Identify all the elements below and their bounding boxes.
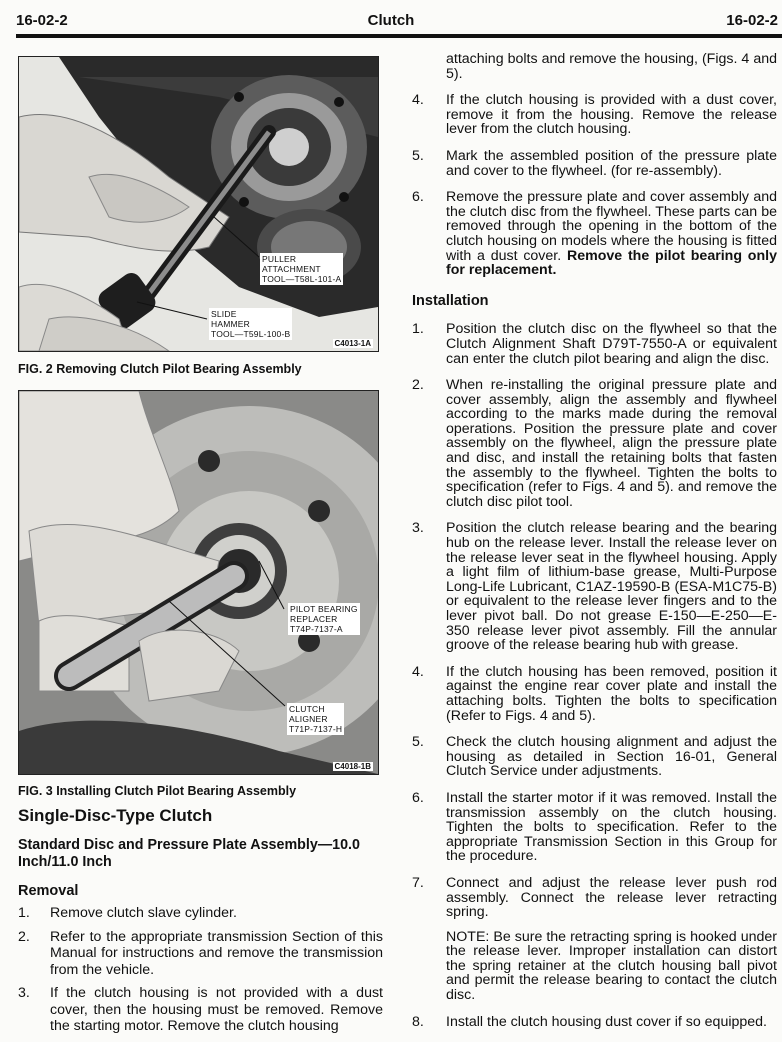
callout-pilot-bearing-replacer [288, 603, 360, 635]
removal-step [412, 93, 777, 137]
right-column-text [412, 52, 777, 1041]
step-emphasis: Remove the pilot bearing only for replacement. [446, 247, 777, 279]
step-text: Position the clutch disc on the flywheel so that the Clutch Alignment Shaft D79T-7550-A or equivalent can enter the clutch pilot bearing and align the disc. [446, 321, 777, 367]
step-number: 2. [412, 377, 424, 394]
step-text: Remove clutch slave cylinder. [50, 905, 237, 921]
step-text: Install the starter motor if it was removed. Install the transmission assembly on the clutch housing. Tighten the bolts to specification. Refer to the appropriate Transmission Section in this Group for the procedure. [446, 789, 777, 865]
step-text: Refer to the appropriate transmission Section of this Manual for instructions and remove the transmission from the vehicle. [50, 928, 383, 978]
figure-2-code: C4013-1A [334, 339, 371, 348]
callout-line: CLUTCH [289, 704, 325, 714]
figure-3-caption: FIG. 3 Installing Clutch Pilot Bearing Assembly [18, 784, 297, 798]
subsection-title: Standard Disc and Pressure Plate Assembly—10.0 Inch/11.0 Inch [18, 836, 360, 870]
installation-step [412, 665, 777, 723]
step-text: Mark the assembled position of the pressure plate and cover to the flywheel. (for re-assembly). [446, 147, 777, 179]
callout-line: ALIGNER [289, 714, 328, 724]
step-number: 1. [412, 321, 424, 338]
step-number: 1. [18, 905, 30, 921]
installation-step [412, 1015, 777, 1030]
callout-line: REPLACER [290, 614, 338, 624]
callout-puller-attachment [260, 253, 343, 285]
figure-3-photo [18, 390, 379, 775]
step-number: 3. [412, 520, 424, 537]
installation-step [412, 735, 777, 779]
callout-line: ATTACHMENT [262, 264, 321, 274]
installation-heading: Installation [412, 292, 489, 309]
step-text: If the clutch housing has been removed, position it against the engine rear cover plate and install the attaching bolts. Tighten the bolts to specification (Refer to Figs. 4 and 5). [446, 663, 777, 724]
callout-line: SLIDE [211, 309, 237, 319]
figure-2-caption: FIG. 2 Removing Clutch Pilot Bearing Assembly [18, 362, 302, 376]
step-number: 6. [412, 789, 424, 806]
figure-3-code: C4018-1B [334, 762, 371, 771]
step-number: 4. [412, 663, 424, 680]
callout-line: PILOT BEARING [290, 604, 358, 614]
step-number: 7. [412, 874, 424, 891]
step-number: 5. [412, 147, 424, 164]
step-text: Position the clutch release bearing and the bearing hub on the release lever. Install the release lever on the release lever seat in the flywheel housing. Apply a light film of lithium-base grease, Multi-Purpose Long-Life Lubricant, C1AZ-19590-B (ESA-M1C75-B) or equivalent to the release lever fingers and to the lever pivot ball. Do not grease E-150—E-250—E-350 release lever pivot assembly. Fill the annular groove of the release bearing hub with grease. [446, 520, 777, 654]
callout-line: T74P-7137-A [290, 624, 343, 634]
left-column-text [18, 808, 383, 1042]
removal-step [18, 929, 383, 979]
figure-2-photo [18, 56, 379, 352]
installation-step [412, 521, 777, 652]
callout-line: TOOL—T58L-101-A [262, 274, 342, 284]
callout-line: PULLER [262, 254, 297, 264]
callout-line: T71P-7137-H [289, 724, 343, 734]
callout-line: TOOL—T59L-100-B [211, 329, 291, 339]
page-number-right: 16-02-2 [726, 12, 778, 29]
removal-step [412, 149, 777, 178]
callout-clutch-aligner [287, 703, 344, 735]
step-continuation: attaching bolts and remove the housing, (Figs. 4 and 5). [446, 51, 777, 82]
step-number: 4. [412, 92, 424, 109]
step-text: When re-installing the original pressure plate and cover assembly, align the assembly and flywheel according to the marks made during the removal operations. Position the pressure plate and cover assembly on the flywheel, align the pressure plate and disc, and install the retaining bolts that fasten the assembly to the flywheel. Tighten the bolts to specification (refer to Figs. 4 and 5). and remove the clutch disc pilot tool. [446, 377, 777, 510]
step-text: Check the clutch housing alignment and adjust the housing as detailed in Section 16-01, General Clutch Service under adjustments. [446, 734, 777, 780]
step-text: If the clutch housing is not provided with a dust cover, then the housing must be removed. Remove the starting motor. Remove the clutch housing [50, 985, 383, 1034]
callout-line: HAMMER [211, 319, 250, 329]
step-text: Remove the pressure plate and cover assembly and the clutch disc from the flywheel. These parts can be removed through the opening in the bottom of the clutch housing on models where the housing is fitted with a dust cover. [446, 189, 777, 264]
callout-slide-hammer [209, 308, 292, 340]
removal-step [18, 985, 383, 1035]
installation-step [412, 322, 777, 366]
step-number: 3. [18, 985, 30, 1001]
removal-heading: Removal [18, 882, 79, 899]
running-title: Clutch [367, 12, 415, 29]
step-text: Install the clutch housing dust cover if so equipped. [446, 1013, 767, 1030]
step-number: 5. [412, 734, 424, 751]
section-title: Single-Disc-Type Clutch [18, 806, 213, 825]
installation-step [412, 378, 777, 509]
page-header [0, 0, 782, 40]
step-number: 2. [18, 928, 30, 945]
removal-step [412, 190, 777, 278]
step-text: If the clutch housing is provided with a dust cover, remove it from the housing. Remove the release lever from the clutch housing. [446, 92, 777, 138]
installation-step [412, 791, 777, 864]
page-number-left: 16-02-2 [16, 12, 68, 29]
installation-step [412, 876, 777, 1003]
step-text: Connect and adjust the release lever push rod assembly. Connect the release lever retracting spring. [446, 874, 777, 921]
removal-step [18, 905, 383, 922]
step-number: 8. [412, 1013, 424, 1030]
header-rule [16, 34, 782, 38]
step-number: 6. [412, 189, 424, 206]
step-note: NOTE: Be sure the retracting spring is hooked under the release lever. Improper installation can distort the spring retainer at the clutch housing ball pivot and permit the release bearing to contact the clutch disc. [446, 928, 777, 1004]
figure-2-illustration [19, 57, 378, 351]
